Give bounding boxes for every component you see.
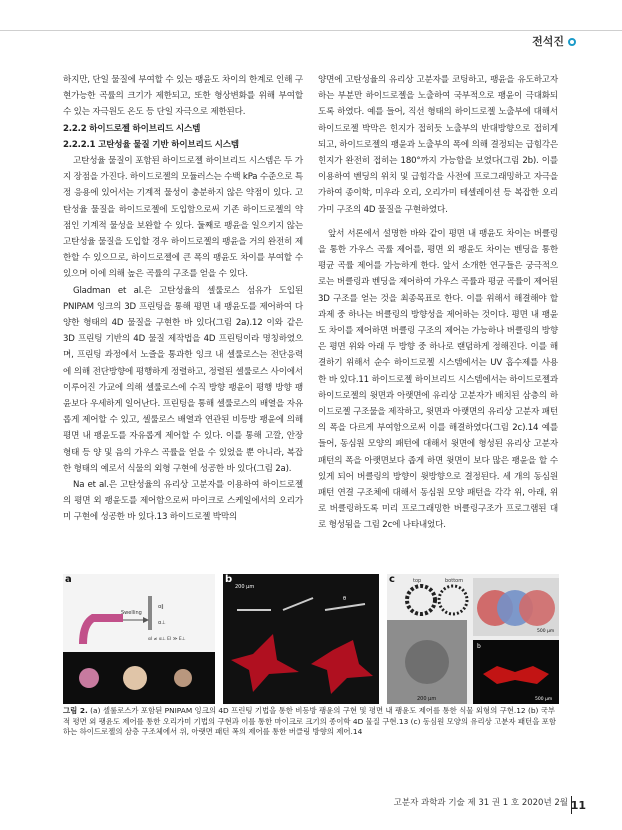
paragraph: Na et al.은 고탄성율의 유리상 고분자를 이용하여 하이드로젤의 평면 외 팽윤도를 제어함으로써 마이크로 스케일에서의 오리가미 구현에 성공한 바 있다.13 하이드로젤 박막의 (63, 480, 303, 523)
panel-a-illustration (63, 574, 215, 704)
author-name: 전석진 (532, 35, 564, 48)
panel-label-b: b (225, 574, 233, 585)
paragraph: 하지만, 단일 물질에 부여할 수 있는 팽윤도 차이의 한계로 인해 구현가능한 곡률의 크기가 제한되고, 또한 형상변화를 위해 부여할 수 있는 자극원도 온도 등 단일 자극으로 제한된다. (63, 75, 303, 118)
figure-2 (63, 574, 559, 792)
figure-panel-a (63, 574, 215, 704)
paragraph: 양면에 고탄성율의 유리상 고분자를 코팅하고, 팽윤을 유도하고자 하는 부분만 하이드로젤을 노출하여 국부적으로 팽윤이 극대화되도록 하였다. 예를 들어, 직선 형태의 하이드로젤 노출부에 대해서 하이드로젤 박막은 힌지가 접히듯 노출부의 반대방향으로 접히게 되고, 하이드로젤의 팽윤과 노출부의 폭에 의해 결정되는 급힘각은 힌지가 완전히 접히는 180°까지 가능함을 보였다(그림 2b). 이를 이용하여 벤딩의 위치 및 급힘각을 사전에 프로그래밍하고 자극을 가하여 종이학, 미우라 오리, 오리가미 테셀레이션 등 복잡한 오리가미 구조의 4D 물질을 구현하였다. (318, 75, 558, 215)
alpha-perp-text: α⊥ (158, 620, 166, 626)
alpha-par-text: α∥ (158, 604, 164, 610)
paragraph: 앞서 서론에서 설명한 바와 같이 평면 내 팽윤도 차이는 버클링을 통한 가우스 곡률 제어를, 평면 외 팽윤도 차이는 벤딩을 통한 평균 곡률 제어를 가능하게 한다. 앞서 소개한 연구들은 궁극적으로는 버클링과 벤딩을 제어하여 가우스 곡률과 평균 곡률이 제어된 3D 구조를 얻는 것을 최종목표로 한다. 이를 위해서 해결해야 할 과제 중 하나는 버클링의 방향성을 제어하는 것이다. 평면 내 팽윤도 차이를 제어하면 버클링 구조의 제어는 가능하나 버클링의 방향은 평면 위와 아래 두 방향 중 하나로 랜덤하게 정해진다. 이를 해결하기 위해서 순수 하이드로젤 시스템에서는 UV 흡수제를 사용한 바 있다.11 하이드로젤 하이브리드 시스템에서는 하이드로젤과 하이드로젤의 윗면과 아랫면에 유리상 고분자가 배치된 삼층의 하이드로젤 구조물을 제작하고, 윗면과 아랫면의 유리상 고분자 패턴의 폭을 다르게 부여함으로써 이를 해결하였다(그림 2c).14 예를 들어, 동심원 모양의 패턴에 대해서 윗면에 형성된 유리상 고분자 패턴의 폭을 아랫면보다 좁게 하면 윗면이 보다 많은 팽윤을 할 수 있게 되어 버클링의 방향이 윗방향으로 결정된다. 세 개의 동심원 패턴 연결 구조체에 대해서 동심원 모양 패턴을 각각 위, 아래, 위로 버클링하도록 미리 프로그래밍한 버클링구조가 프로그램된 대로 형성됨을 그림 2c에 나타내었다. (318, 228, 558, 531)
caption-text: (a) 셀룰로스가 포함된 PNIPAM 잉크의 4D 프린팅 기법을 통한 비등방 팽윤의 구현 및 평면 내 팽윤도 제어를 통한 식물 외형의 구현.12 (b) 국부적 평면 외 팽윤도 제어를 통한 오리가미 기법의 구현과 이를 통한 마이크로 크기의 종이학 4D 물질 구현.13 (c) 동심원 모양의 유리상 고분자 패턴을 포함하는 하이드로젤의 삼층 구조체에서 위, 아랫면 패턴 폭의 제어를 통한 버클링 방향의 제어.14 (63, 706, 556, 736)
top-text: top (413, 578, 422, 584)
header-rule (0, 30, 622, 31)
journal-footer: 고분자 과학과 기술 제 31 권 1 호 2020년 2월 (393, 798, 568, 808)
figure-caption (63, 706, 559, 738)
scale-200: 200 μm (417, 696, 437, 702)
scale-500-top: 500 μm (537, 629, 555, 634)
left-column (63, 72, 303, 526)
caption-label: 그림 2. (63, 706, 88, 715)
page-number: 11 (570, 799, 586, 812)
scale-500-bottom: 500 μm (535, 697, 553, 702)
right-column (318, 72, 558, 534)
bottom-text: bottom (445, 578, 464, 584)
section-heading: 2.2.2 하이드로젤 하이브리드 시스템 (63, 123, 201, 134)
figure-panel-c (387, 574, 559, 704)
theta-text: θ (343, 596, 347, 602)
panel-b-illustration (223, 574, 379, 704)
author-header (532, 33, 576, 49)
subsection-heading: 2.2.2.1 고탄성율 물질 기반 하이브리드 시스템 (63, 139, 239, 150)
panel-label-c: c (389, 574, 395, 585)
panel-b-scale: 200 μm (235, 584, 255, 590)
relation-text: αl ≠ α⊥ El ≫ E⊥ (148, 637, 186, 642)
panel-label-a: a (65, 574, 72, 585)
figure-panel-b (223, 574, 379, 704)
paragraph: 고탄성율 물질이 포함된 하이드로젤 하이브리드 시스템은 두 가지 장점을 가진다. 하이드로젤의 모듈러스는 수백 kPa 수준으로 특정 응용에 있어서는 기계적 물성이 충분하지 않은 약점이 있다. 고탄성율 물질을 하이드로젤에 도입함으로써 기존 하이드로젤의 약점인 기계적 물성을 보완할 수 있다. 둘째로 팽윤을 일으키지 않는 고탄성율 물질을 도입할 경우 하이드로젤의 팽윤을 거의 완전히 제한할 수 있으므로, 하이드로젤에 큰 폭의 팽윤도 차이를 부여할 수 있으며 이에 의해 높은 곡률의 구조를 얻을 수 있다. (63, 156, 303, 280)
circle-icon (568, 38, 576, 46)
panel-label-b-inset: b (477, 643, 481, 650)
swelling-text: Swelling (121, 610, 142, 616)
panel-c-illustration (387, 574, 559, 704)
paragraph: Gladman et al.은 고탄성율의 셀룰로스 섬유가 도입된 PNIPAM 잉크의 3D 프린팅을 통해 평면 내 팽윤도를 제어하여 다양한 형태의 4D 물질을 구현한 바 있다(그림 2a).12 이와 같은 3D 프린팅 기반의 4D 물질 제작법을 4D 프린팅이라 명칭하였으며, 프린팅 과정에서 노즐을 통과한 잉크 내 셀룰로스는 전단응력에 의해 전단방향에 평행하게 정렬하고, 정렬된 셀룰로스 사이에서 이루어진 가교에 의해 셀룰로스에 수직 방향 팽윤이 평행 방향 팽윤보다 우세하게 일어난다. 프린팅을 통해 셀룰로스의 배열을 자유롭게 제어할 수 있고, 셀룰로스 배열과 연관된 비등방 팽윤에 의해 평면 내 팽윤도를 자유롭게 제어할 수 있다. 이를 통해 고깔, 안장 형태 등 양 및 음의 가우스 곡률을 얻을 수 있었을 뿐 아니라, 복잡한 형태의 예로서 식물의 외형 구현에 성공한 바 있다(그림 2a). (63, 285, 303, 474)
